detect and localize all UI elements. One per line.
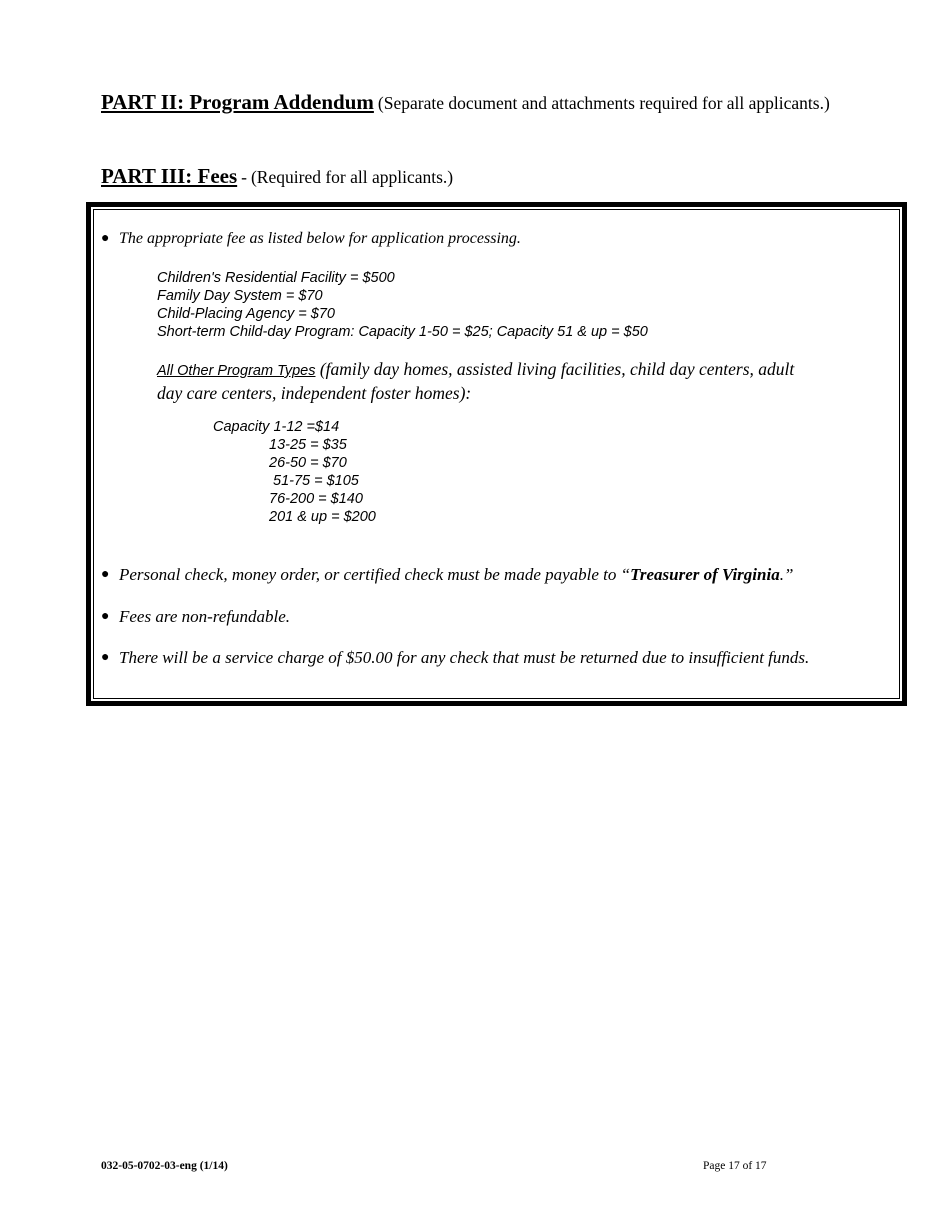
payable-note	[119, 565, 793, 585]
page-number: Page 17 of 17	[703, 1160, 767, 1172]
capacity-fee: 201 & up = $200	[269, 509, 376, 525]
other-program-label: All Other Program Types	[157, 363, 316, 379]
part3-note: (Required for all applicants.)	[250, 167, 454, 187]
capacity-fee: 26-50 = $70	[269, 455, 347, 471]
other-program-desc-1: (family day homes, assisted living facilities, child day centers, adult	[315, 359, 795, 379]
capacity-fee: 51-75 = $105	[273, 473, 359, 489]
part2-title: PART II: Program Addendum	[101, 90, 374, 114]
fee-line: Short-term Child-day Program: Capacity 1-50 = $25; Capacity 51 & up = $50	[157, 324, 648, 340]
bullet-icon: ●	[101, 231, 110, 246]
capacity-fee: Capacity 1-12 =$14	[213, 419, 340, 435]
payable-end: .”	[779, 565, 794, 584]
bullet-icon: ●	[101, 650, 110, 665]
fee-line: Child-Placing Agency = $70	[157, 306, 336, 322]
part3-dash: -	[241, 167, 247, 187]
form-id: 032-05-0702-03-eng (1/14)	[101, 1160, 228, 1172]
service-charge-note: There will be a service charge of $50.00 for any check that must be returned due to insufficient funds.	[119, 648, 810, 667]
payee-name: Treasurer of Virginia	[630, 565, 780, 584]
part3-title: PART III: Fees	[101, 164, 238, 188]
bullet-icon: ●	[101, 567, 110, 582]
part2-note: (Separate document and attachments required for all applicants.)	[377, 93, 830, 113]
other-program-types	[157, 358, 794, 406]
capacity-fee: 13-25 = $35	[269, 437, 347, 453]
part2-heading	[101, 90, 830, 115]
fees-intro: The appropriate fee as listed below for application processing.	[119, 230, 521, 247]
fee-line: Children's Residential Facility = $500	[157, 270, 395, 286]
fee-line: Family Day System = $70	[157, 288, 323, 304]
other-program-desc-2: day care centers, independent foster homes):	[157, 383, 472, 403]
capacity-fee: 76-200 = $140	[269, 491, 363, 507]
nonrefundable-note: Fees are non-refundable.	[119, 607, 291, 626]
specific-fees-list	[157, 269, 648, 341]
payable-text: Personal check, money order, or certified check must be made payable to “	[119, 565, 631, 584]
bullet-icon: ●	[101, 609, 110, 624]
part3-heading	[101, 164, 453, 189]
